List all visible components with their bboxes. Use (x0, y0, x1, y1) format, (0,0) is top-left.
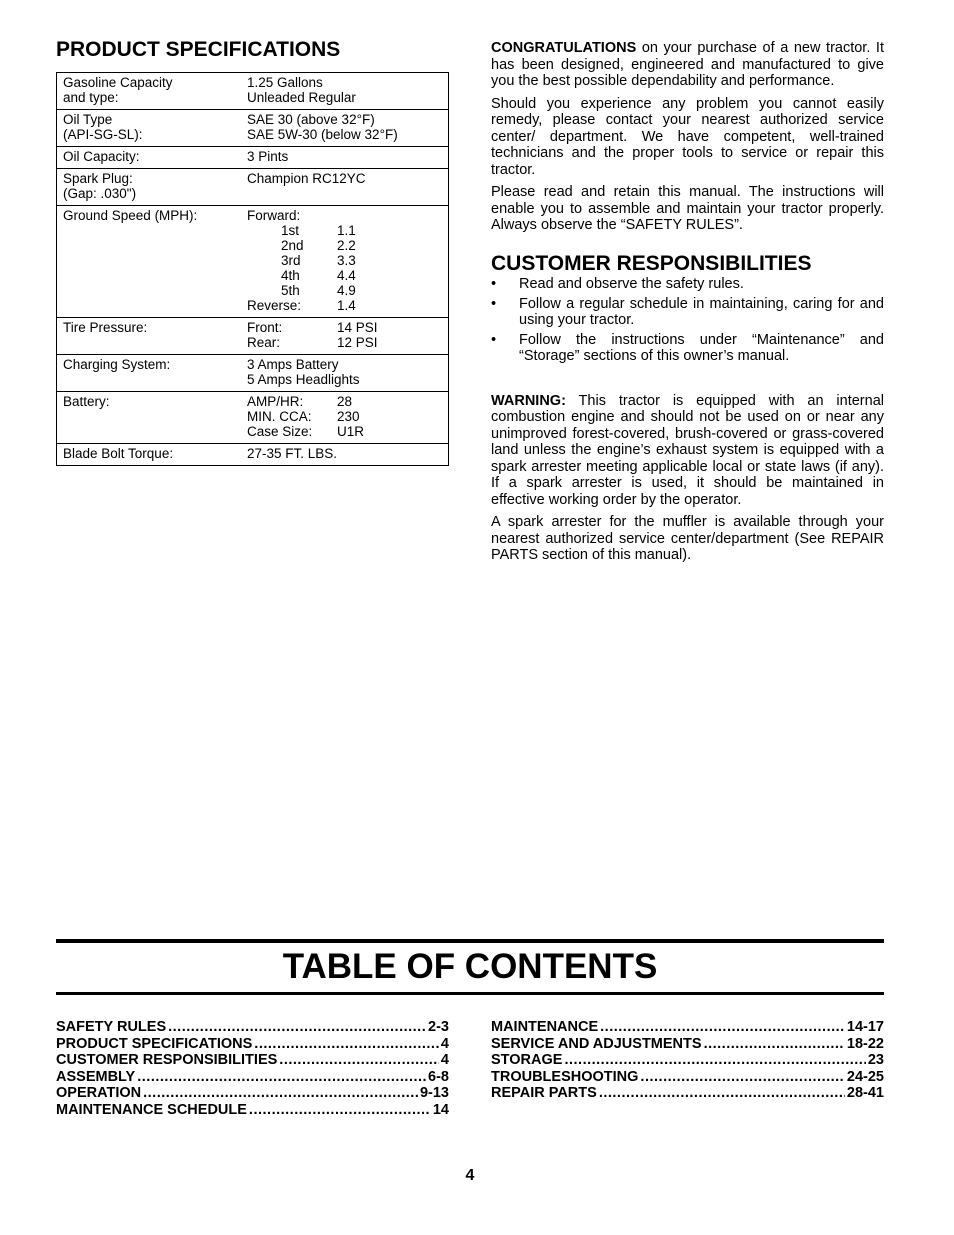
toc-entry (491, 1019, 884, 1036)
toc-label: OPERATION (56, 1085, 142, 1102)
warning-paragraph (491, 393, 884, 509)
spec-sub-value: 3.3 (337, 253, 356, 268)
spec-value (247, 446, 448, 461)
spec-sub-value: 230 (337, 409, 360, 424)
spec-sub-key: AMP/HR: (247, 394, 304, 409)
toc-leader-dots (704, 1036, 845, 1053)
spec-sub-value: 1.4 (337, 298, 356, 313)
spec-value-text: 27-35 FT. LBS. (247, 446, 338, 461)
toc-label: TROUBLESHOOTING (491, 1068, 639, 1085)
spec-sub-key: 1st (281, 223, 300, 238)
spec-value (247, 112, 448, 142)
spec-sub-key: 5th (281, 283, 300, 298)
toc-page-number: 23 (867, 1052, 884, 1069)
spec-label: Charging System: (63, 357, 171, 372)
product-specifications-title: PRODUCT SPECIFICATIONS (56, 38, 341, 61)
toc-label: PRODUCT SPECIFICATIONS (56, 1035, 253, 1052)
spec-label: Ground Speed (MPH): (63, 208, 198, 223)
toc-leader-dots (599, 1085, 845, 1102)
toc-page-number: 14-17 (846, 1019, 884, 1035)
spec-value-text: 3 Amps Battery 5 Amps Headlights (247, 357, 360, 387)
spec-value-text: Champion RC12YC (247, 171, 366, 186)
spec-row (57, 354, 448, 391)
toc-page-number: 9-13 (419, 1085, 449, 1102)
problem-paragraph: Should you experience any problem you cannot easily remedy, please contact your nearest authorized service center/ department. We have competent, well-trained technicians and the proper tools to service or repair this tractor. (491, 95, 884, 178)
toc-label: SERVICE AND ADJUSTMENTS (491, 1035, 702, 1052)
spec-value (247, 75, 448, 105)
spec-sub-key: 3rd (281, 253, 301, 268)
spec-sub-value: 1.1 (337, 223, 356, 238)
spec-subline (247, 283, 448, 298)
customer-responsibilities-title: CUSTOMER RESPONSIBILITIES (491, 251, 812, 275)
toc-entry (56, 1102, 449, 1119)
spec-label: Gasoline Capacity and type: (63, 75, 173, 105)
toc-entry (491, 1036, 884, 1053)
spec-row (57, 73, 448, 109)
toc-label: SAFETY RULES (56, 1019, 167, 1035)
spec-value (247, 394, 448, 439)
spec-subline (247, 424, 448, 439)
toc-leader-dots (168, 1019, 426, 1036)
toc-label: ASSEMBLY (56, 1068, 136, 1085)
spec-value-text: SAE 30 (above 32°F) SAE 5W-30 (below 32°F) (247, 112, 398, 142)
congratulations-text: on your purchase of a new tractor. It has been designed, engineered and manufactured to give you the best possible dependability and performance. (491, 40, 884, 89)
spec-subline (247, 335, 448, 350)
spec-row (57, 168, 448, 205)
spec-sub-key: Rear: (247, 335, 281, 350)
spec-sub-value: U1R (337, 424, 365, 439)
spec-label: Spark Plug: (Gap: .030") (63, 171, 137, 201)
toc-entry (56, 1085, 449, 1102)
toc-leader-dots (564, 1052, 865, 1069)
spec-row (57, 109, 448, 146)
spec-label: Tire Pressure: (63, 320, 148, 335)
toc-label: CUSTOMER RESPONSIBILITIES (56, 1052, 278, 1069)
spec-row (57, 391, 448, 443)
spec-row (57, 146, 448, 168)
bullet-icon: • (491, 331, 497, 348)
toc-leader-dots (279, 1052, 439, 1069)
spec-sub-key: MIN. CCA: (247, 409, 312, 424)
spec-value-text: Forward: (247, 208, 301, 223)
toc-entry (56, 1036, 449, 1053)
toc-entry (491, 1085, 884, 1102)
list-item-text: Read and observe the safety rules. (519, 276, 744, 292)
spec-value (247, 320, 448, 350)
toc-leader-dots (640, 1069, 844, 1086)
toc-page-number: 2-3 (428, 1019, 449, 1035)
toc-page-number: 18-22 (846, 1035, 884, 1052)
spec-label: Battery: (63, 394, 110, 409)
spec-sub-key: 2nd (281, 238, 304, 253)
toc-left-column (56, 1019, 449, 1119)
toc-entry (56, 1019, 449, 1036)
toc-leader-dots (249, 1102, 431, 1119)
spec-subline (247, 223, 448, 238)
toc-title: TABLE OF CONTENTS (282, 947, 658, 986)
page-number: 4 (465, 1167, 475, 1184)
spec-subline (247, 394, 448, 409)
spec-subline (247, 298, 448, 313)
retain-paragraph: Please read and retain this manual. The instructions will enable you to assemble and maintain your tractor properly. Always observe the “SAFETY RULES”. (491, 184, 884, 233)
toc-label: MAINTENANCE SCHEDULE (56, 1101, 247, 1118)
spec-sub-value: 2.2 (337, 238, 356, 253)
spec-sub-value: 28 (337, 394, 353, 409)
spec-subline (247, 268, 448, 283)
customer-responsibilities-list (491, 276, 884, 365)
congratulations-paragraph (491, 40, 884, 90)
toc-leader-dots (137, 1069, 426, 1086)
toc-entry (491, 1052, 884, 1069)
spec-subline (247, 238, 448, 253)
spec-sub-key: Front: (247, 320, 283, 335)
list-item-text: Follow the instructions under “Maintenance” and “Storage” sections of this owner’s manual. (519, 331, 884, 364)
toc-top-rule (56, 939, 884, 943)
toc-page-number: 14 (432, 1101, 449, 1118)
warning-lead: WARNING: (491, 392, 566, 409)
spec-sub-value: 4.9 (337, 283, 356, 298)
congratulations-lead: CONGRATULATIONS (491, 40, 637, 56)
list-item-text: Follow a regular schedule in maintaining, caring for and using your tractor. (519, 295, 884, 328)
toc-leader-dots (600, 1019, 845, 1036)
toc-leader-dots (143, 1085, 418, 1102)
spec-label: Blade Bolt Torque: (63, 446, 174, 461)
list-item (491, 296, 884, 329)
spec-subline (247, 409, 448, 424)
toc-right-column (491, 1019, 884, 1102)
spec-row (57, 205, 448, 317)
toc-page-number: 28-41 (846, 1085, 884, 1102)
spec-row (57, 443, 448, 465)
warning-text: This tractor is equipped with an internal combustion engine and should not be used on or near any unimproved forest-covered, brush-covered or grass-covered land unless the engine’s exhaust system is equipped with a spark arrester meeting applicable local or state laws (if any). If a spark arrester is used, it should be maintained in effective working order by the operator. (491, 392, 884, 508)
spec-sub-key: 4th (281, 268, 300, 283)
list-item (491, 332, 884, 365)
spec-value (247, 171, 448, 201)
spec-value (247, 357, 448, 387)
spec-sub-value: 12 PSI (337, 335, 378, 350)
spec-subline (247, 320, 448, 335)
spec-sub-key: Reverse: (247, 298, 302, 313)
spec-value-text: 1.25 Gallons Unleaded Regular (247, 75, 356, 105)
toc-label: REPAIR PARTS (491, 1085, 597, 1102)
spec-table (56, 72, 449, 466)
spec-sub-key: Case Size: (247, 424, 313, 439)
toc-page-number: 6-8 (428, 1068, 449, 1085)
toc-leader-dots (254, 1036, 439, 1053)
spec-row (57, 317, 448, 354)
bullet-icon: • (491, 276, 497, 292)
spec-sub-value: 14 PSI (337, 320, 378, 335)
toc-label: STORAGE (491, 1052, 563, 1069)
toc-entry (491, 1069, 884, 1086)
toc-page-number: 24-25 (846, 1068, 884, 1085)
spec-label: Oil Type (API-SG-SL): (63, 112, 143, 142)
spec-sub-value: 4.4 (337, 268, 356, 283)
spec-value (247, 208, 448, 313)
toc-entry (56, 1069, 449, 1086)
toc-page-number: 4 (440, 1052, 449, 1069)
list-item (491, 276, 884, 293)
toc-entry (56, 1052, 449, 1069)
toc-label: MAINTENANCE (491, 1019, 599, 1035)
spec-value-text: 3 Pints (247, 149, 289, 164)
toc-bottom-rule (56, 992, 884, 995)
spec-subline (247, 253, 448, 268)
toc-page-number: 4 (440, 1035, 449, 1052)
spec-value (247, 149, 448, 164)
bullet-icon: • (491, 295, 497, 312)
spark-arrester-paragraph: A spark arrester for the muffler is available through your nearest authorized service center/department (See REPAIR PARTS section of this manual). (491, 514, 884, 563)
spec-label: Oil Capacity: (63, 149, 140, 164)
right-column (491, 40, 884, 570)
